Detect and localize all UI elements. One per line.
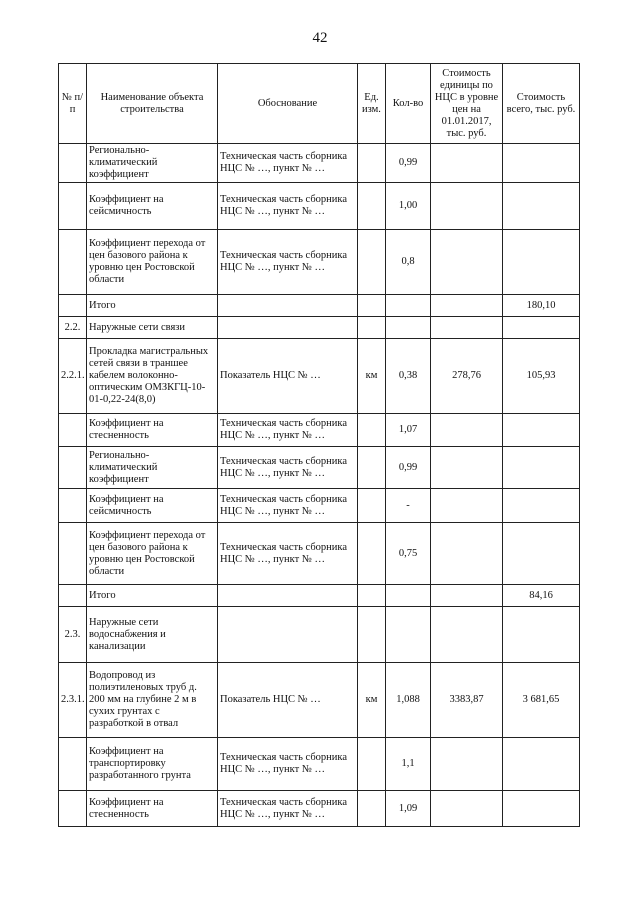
cell-name: Коэффициент на сейсмичность xyxy=(87,183,218,230)
cell-name: Регионально-климатический коэффициент xyxy=(87,144,218,183)
table-row xyxy=(59,585,580,607)
table-row xyxy=(59,414,580,447)
cell-qty xyxy=(386,295,431,317)
cell-name: Итого xyxy=(87,295,218,317)
cost-table xyxy=(58,63,580,827)
cell-unit-cost xyxy=(431,791,503,827)
header-total: Стоимость всего, тыс. руб. xyxy=(503,64,580,144)
cell-name: Коэффициент на сейсмичность xyxy=(87,489,218,523)
cell-num xyxy=(59,447,87,489)
cell-qty: 0,38 xyxy=(386,339,431,414)
cell-num xyxy=(59,144,87,183)
cell-qty: 0,8 xyxy=(386,230,431,295)
cell-num: 2.3. xyxy=(59,607,87,663)
cell-name: Итого xyxy=(87,585,218,607)
cell-qty xyxy=(386,585,431,607)
cell-num: 2.2. xyxy=(59,317,87,339)
cell-num xyxy=(59,738,87,791)
cell-basis: Техническая часть сборника НЦС № …, пункт № … xyxy=(218,230,358,295)
cell-qty: 1,088 xyxy=(386,663,431,738)
table-row xyxy=(59,144,580,183)
header-unit-cost: Стоимость единицы по НЦС в уровне цен на 01.01.2017, тыс. руб. xyxy=(431,64,503,144)
cell-total xyxy=(503,144,580,183)
cell-unit xyxy=(358,791,386,827)
cell-total: 105,93 xyxy=(503,339,580,414)
cell-total xyxy=(503,523,580,585)
cell-num xyxy=(59,295,87,317)
cell-unit xyxy=(358,738,386,791)
header-basis: Обоснование xyxy=(218,64,358,144)
cell-basis: Техническая часть сборника НЦС № …, пункт № … xyxy=(218,489,358,523)
cell-num xyxy=(59,230,87,295)
header-num: № п/п xyxy=(59,64,87,144)
cell-unit-cost xyxy=(431,317,503,339)
cell-total xyxy=(503,414,580,447)
cell-num xyxy=(59,791,87,827)
cell-total xyxy=(503,791,580,827)
cell-unit xyxy=(358,607,386,663)
cell-unit-cost xyxy=(431,447,503,489)
cell-unit-cost xyxy=(431,295,503,317)
cell-total xyxy=(503,183,580,230)
cell-qty: 1,00 xyxy=(386,183,431,230)
cell-name: Коэффициент перехода от цен базового района к уровню цен Ростовской области xyxy=(87,230,218,295)
cell-total xyxy=(503,489,580,523)
table-row xyxy=(59,791,580,827)
cell-total xyxy=(503,447,580,489)
cell-basis: Техническая часть сборника НЦС № …, пункт № … xyxy=(218,414,358,447)
cell-qty: 0,99 xyxy=(386,144,431,183)
cell-name: Коэффициент на стесненность xyxy=(87,414,218,447)
cell-unit-cost xyxy=(431,144,503,183)
cell-qty xyxy=(386,317,431,339)
cell-unit-cost xyxy=(431,523,503,585)
cell-unit xyxy=(358,230,386,295)
cell-num: 2.2.1. xyxy=(59,339,87,414)
cell-name: Наружные сети связи xyxy=(87,317,218,339)
cell-name: Регионально-климатический коэффициент xyxy=(87,447,218,489)
cell-qty: 1,07 xyxy=(386,414,431,447)
cell-unit xyxy=(358,144,386,183)
header-unit: Ед. изм. xyxy=(358,64,386,144)
cell-name: Прокладка магистральных сетей связи в траншее кабелем волоконно-оптическим ОМЗКГЦ-10-01-0,22-24(8,0) xyxy=(87,339,218,414)
table-row xyxy=(59,317,580,339)
table-row xyxy=(59,339,580,414)
cell-basis: Техническая часть сборника НЦС № …, пункт № … xyxy=(218,791,358,827)
cell-name: Водопровод из полиэтиленовых труб д. 200 мм на глубине 2 м в сухих грунтах с разработкой в отвал xyxy=(87,663,218,738)
cell-num xyxy=(59,414,87,447)
cell-qty: 1,1 xyxy=(386,738,431,791)
cell-unit-cost xyxy=(431,607,503,663)
table-row xyxy=(59,489,580,523)
cell-name: Коэффициент на стесненность xyxy=(87,791,218,827)
cell-unit xyxy=(358,585,386,607)
cell-unit-cost xyxy=(431,414,503,447)
cell-unit-cost xyxy=(431,183,503,230)
cell-unit xyxy=(358,414,386,447)
table-row xyxy=(59,663,580,738)
cell-basis: Техническая часть сборника НЦС № …, пункт № … xyxy=(218,738,358,791)
cell-unit xyxy=(358,317,386,339)
cell-basis xyxy=(218,585,358,607)
cell-unit-cost xyxy=(431,230,503,295)
cell-name: Коэффициент на транспортировку разработанного грунта xyxy=(87,738,218,791)
table-row xyxy=(59,738,580,791)
cell-total: 3 681,65 xyxy=(503,663,580,738)
header-name: Наименование объекта строительства xyxy=(87,64,218,144)
cell-total xyxy=(503,607,580,663)
cell-name: Наружные сети водоснабжения и канализации xyxy=(87,607,218,663)
cell-unit-cost: 3383,87 xyxy=(431,663,503,738)
cell-qty: 0,75 xyxy=(386,523,431,585)
table-row xyxy=(59,447,580,489)
cell-num xyxy=(59,585,87,607)
cell-total xyxy=(503,738,580,791)
cell-unit-cost xyxy=(431,738,503,791)
cell-unit xyxy=(358,295,386,317)
cell-basis xyxy=(218,317,358,339)
cell-qty: 0,99 xyxy=(386,447,431,489)
cell-unit xyxy=(358,523,386,585)
cell-unit xyxy=(358,183,386,230)
table-header-row xyxy=(59,64,580,144)
cell-num xyxy=(59,523,87,585)
cell-total xyxy=(503,230,580,295)
cell-basis: Техническая часть сборника НЦС № …, пункт № … xyxy=(218,144,358,183)
cell-basis: Показатель НЦС № … xyxy=(218,339,358,414)
cell-basis: Техническая часть сборника НЦС № …, пункт № … xyxy=(218,523,358,585)
cell-unit xyxy=(358,489,386,523)
cell-num xyxy=(59,489,87,523)
table-row xyxy=(59,607,580,663)
cell-num xyxy=(59,183,87,230)
header-qty: Кол-во xyxy=(386,64,431,144)
cell-qty: 1,09 xyxy=(386,791,431,827)
cell-unit xyxy=(358,447,386,489)
cell-basis: Техническая часть сборника НЦС № …, пункт № … xyxy=(218,183,358,230)
cell-qty xyxy=(386,607,431,663)
cell-basis xyxy=(218,295,358,317)
cell-unit-cost xyxy=(431,585,503,607)
table-row xyxy=(59,523,580,585)
cell-total: 180,10 xyxy=(503,295,580,317)
table-row xyxy=(59,295,580,317)
cell-num: 2.3.1. xyxy=(59,663,87,738)
cell-total xyxy=(503,317,580,339)
cell-basis xyxy=(218,607,358,663)
table-row xyxy=(59,183,580,230)
cell-unit-cost: 278,76 xyxy=(431,339,503,414)
page-number: 42 xyxy=(312,30,328,46)
cell-unit: км xyxy=(358,339,386,414)
cell-qty: - xyxy=(386,489,431,523)
cell-unit-cost xyxy=(431,489,503,523)
cell-total: 84,16 xyxy=(503,585,580,607)
cell-unit: км xyxy=(358,663,386,738)
cell-basis: Техническая часть сборника НЦС № …, пункт № … xyxy=(218,447,358,489)
cell-basis: Показатель НЦС № … xyxy=(218,663,358,738)
cell-name: Коэффициент перехода от цен базового района к уровню цен Ростовской области xyxy=(87,523,218,585)
table-row xyxy=(59,230,580,295)
